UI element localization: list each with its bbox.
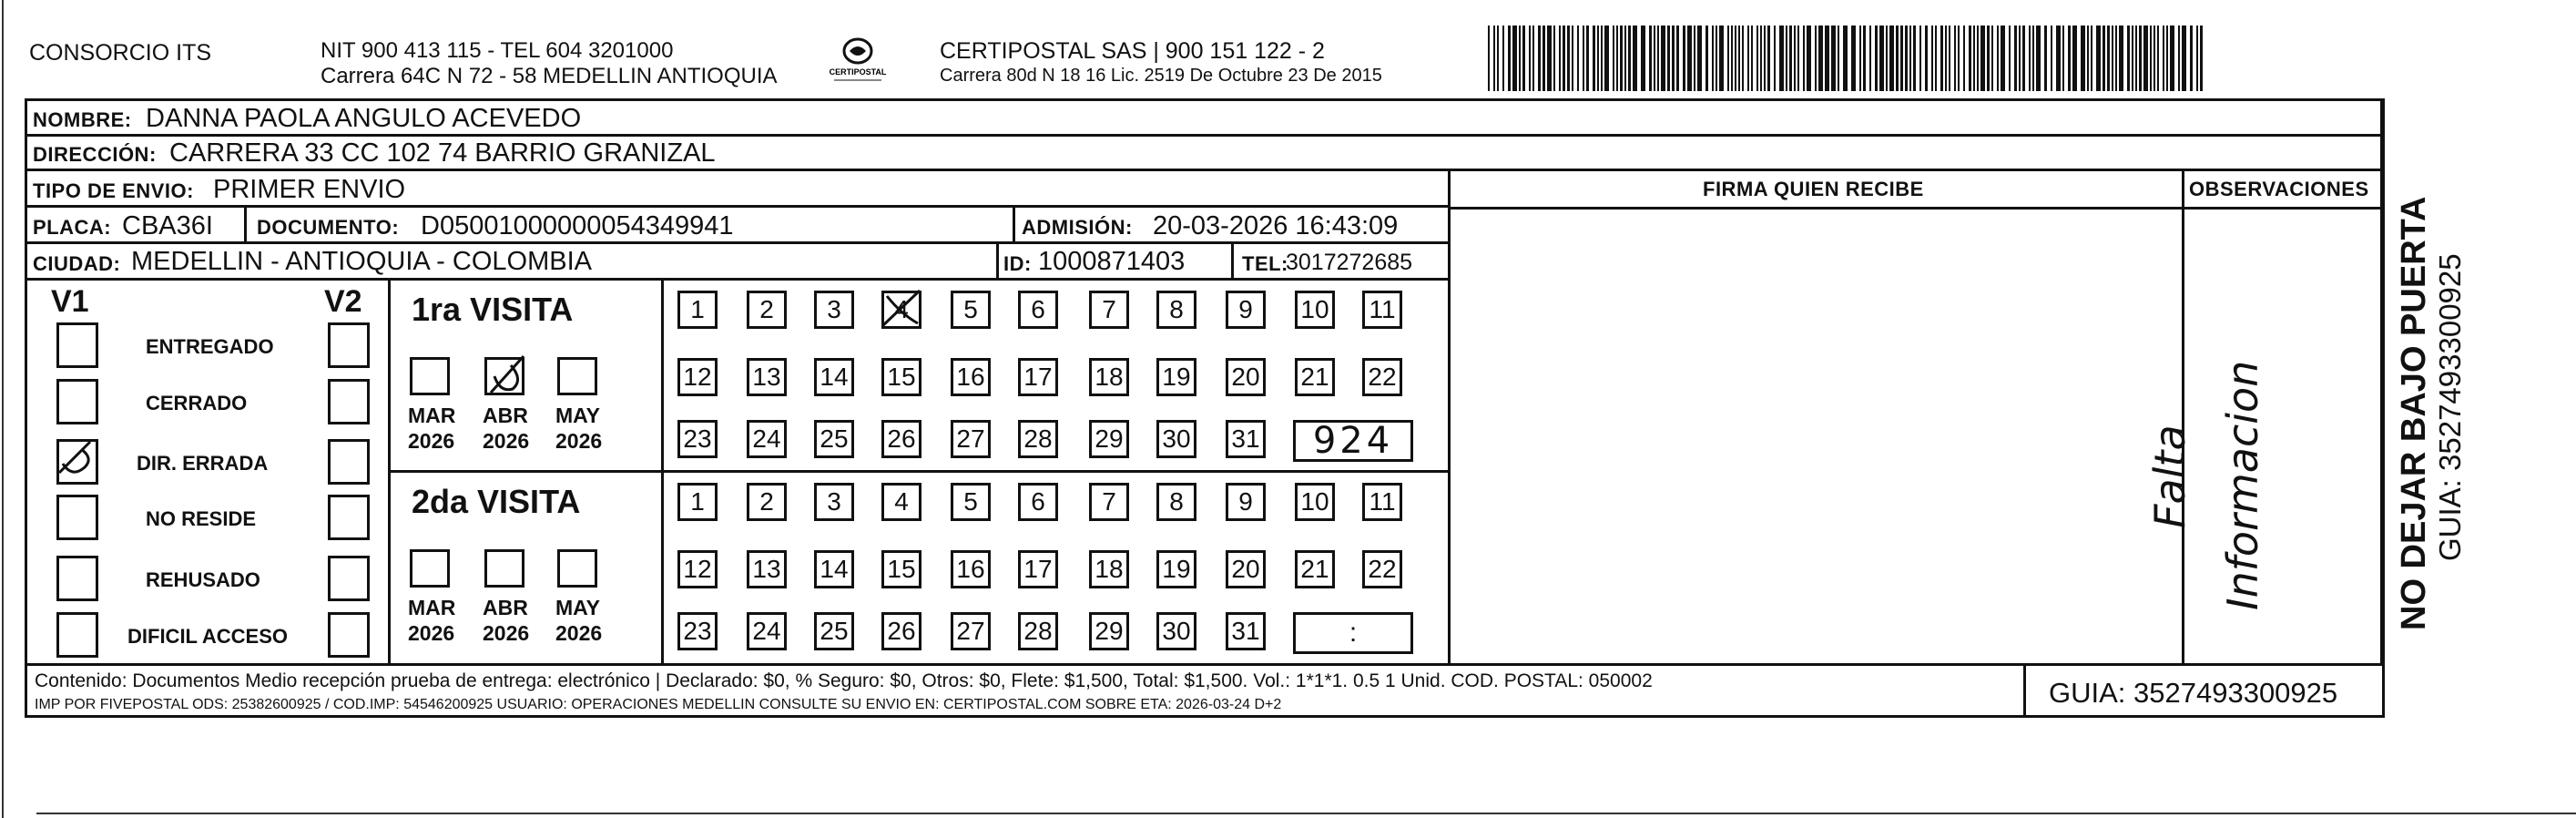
status-option-label: ENTREGADO — [146, 335, 274, 358]
direccion-label: DIRECCIÓN: — [33, 143, 157, 166]
day-box[interactable]: 10 — [1295, 291, 1335, 329]
observaciones-handwriting — [2145, 346, 2322, 638]
nombre-value: DANNA PAOLA ANGULO ACEVEDO — [146, 104, 582, 133]
company-name: CONSORCIO ITS — [29, 40, 212, 66]
day-box[interactable]: 1 — [677, 483, 718, 521]
company-address: Carrera 64C N 72 - 58 MEDELLIN ANTIOQUIA — [321, 64, 778, 88]
year-label: 2026 — [408, 621, 455, 645]
month-label: ABR — [483, 404, 528, 427]
month-checkbox[interactable] — [410, 357, 450, 395]
day-box[interactable]: 19 — [1156, 358, 1196, 396]
day-box[interactable]: 16 — [951, 358, 991, 396]
no-dejar-warning: NO DEJAR BAJO PUERTA — [2395, 196, 2433, 630]
carrier-license: Carrera 80d N 18 16 Lic. 2519 De Octubre 23 De 2015 — [940, 66, 1382, 86]
documento-label: DOCUMENTO: — [257, 216, 400, 239]
day-box[interactable]: 3 — [814, 291, 854, 329]
month-label: ABR — [483, 596, 528, 619]
visit-title: 1ra VISITA — [412, 291, 574, 328]
carrier-name: CERTIPOSTAL SAS | 900 151 122 - 2 — [940, 38, 1325, 64]
day-box[interactable]: 12 — [677, 550, 718, 588]
day-box[interactable]: 11 — [1362, 483, 1402, 521]
observation-line-1: Falta — [2145, 424, 2194, 528]
direccion-value: CARRERA 33 CC 102 74 BARRIO GRANIZAL — [169, 138, 716, 168]
day-box[interactable]: 23 — [677, 420, 718, 458]
placa-label: PLACA: — [33, 216, 112, 239]
day-box[interactable]: 17 — [1018, 358, 1058, 396]
day-box[interactable]: 8 — [1156, 483, 1196, 521]
day-box[interactable]: 28 — [1018, 420, 1058, 458]
year-label: 2026 — [483, 621, 530, 645]
day-box[interactable]: 27 — [951, 420, 991, 458]
day-box[interactable]: 7 — [1089, 291, 1129, 329]
v1-checkbox[interactable] — [56, 439, 98, 485]
check-mark-icon — [484, 353, 529, 398]
status-option-label: DIFICIL ACCESO — [127, 625, 289, 648]
month-checkbox[interactable] — [557, 549, 597, 588]
month-label: MAY — [555, 596, 600, 619]
v1-checkbox[interactable] — [56, 556, 98, 601]
v2-checkbox[interactable] — [328, 379, 370, 424]
day-box[interactable]: 19 — [1156, 550, 1196, 588]
day-box[interactable]: 14 — [814, 358, 854, 396]
month-checkbox[interactable] — [557, 357, 597, 395]
day-box[interactable]: 30 — [1156, 612, 1196, 650]
v2-checkbox[interactable] — [328, 439, 370, 485]
year-label: 2026 — [555, 429, 603, 453]
day-box[interactable]: 22 — [1362, 358, 1402, 396]
day-box[interactable]: 4 — [881, 291, 921, 329]
day-box[interactable]: 24 — [747, 612, 787, 650]
scan-edge-left — [2, 0, 4, 818]
day-box[interactable]: 10 — [1295, 483, 1335, 521]
day-box[interactable]: 20 — [1226, 358, 1266, 396]
day-box[interactable]: 7 — [1089, 483, 1129, 521]
day-check-mark-icon — [880, 287, 925, 335]
status-option-label: CERRADO — [146, 392, 248, 414]
day-box[interactable]: 31 — [1226, 612, 1266, 650]
day-box[interactable]: 11 — [1362, 291, 1402, 329]
v2-checkbox[interactable] — [328, 556, 370, 601]
visit-title: 2da VISITA — [412, 483, 581, 520]
tel-value: 3017272685 — [1286, 250, 1413, 275]
v2-checkbox[interactable] — [328, 612, 370, 658]
day-box[interactable]: 2 — [747, 483, 787, 521]
v1-checkbox[interactable] — [56, 495, 98, 540]
footer-guia: GUIA: 3527493300925 — [2049, 677, 2338, 709]
certipostal-logo-icon — [821, 33, 894, 93]
v1-checkbox[interactable] — [56, 379, 98, 424]
month-label: MAR — [408, 596, 456, 619]
day-box[interactable]: 5 — [951, 291, 991, 329]
id-value: 1000871403 — [1038, 247, 1186, 276]
scan-edge-bottom — [36, 813, 2576, 814]
day-box[interactable]: 26 — [881, 612, 921, 650]
observation-line-2: Informacion — [2218, 360, 2267, 610]
day-box[interactable]: 9 — [1226, 291, 1266, 329]
day-box[interactable]: 13 — [747, 550, 787, 588]
month-checkbox[interactable] — [484, 357, 524, 395]
logo-text: CERTIPOSTAL — [829, 67, 887, 77]
day-box[interactable]: 15 — [881, 358, 921, 396]
day-box[interactable]: 22 — [1362, 550, 1402, 588]
documento-value: D05001000000054349941 — [421, 211, 734, 240]
time-box[interactable]: 924 — [1293, 420, 1413, 462]
day-box[interactable]: 20 — [1226, 550, 1266, 588]
day-box[interactable]: 2 — [747, 291, 787, 329]
tipo-envio-value: PRIMER ENVIO — [213, 175, 406, 204]
tipo-envio-label: TIPO DE ENVIO: — [33, 179, 194, 202]
status-option-label: DIR. ERRADA — [137, 452, 269, 475]
barcode — [1488, 26, 2207, 91]
footer-contenido: Contenido: Documentos Medio recepción prueba de entrega: electrónico | Declarado: $0, % Seguro: $0, Otros: $0, Flete: $1,500, Total: $1,500. Vol.: 1*1*1. 0.5 1 Unid. COD. POSTAL: 050002 — [35, 670, 1653, 691]
status-option-label: REHUSADO — [146, 568, 260, 591]
day-box[interactable]: 29 — [1089, 420, 1129, 458]
admision-value: 20-03-2026 16:43:09 — [1153, 211, 1399, 240]
v1-checkbox[interactable] — [56, 322, 98, 368]
side-guia: GUIA: 3527493300925 — [2433, 253, 2467, 561]
day-box[interactable]: 30 — [1156, 420, 1196, 458]
year-label: 2026 — [483, 429, 530, 453]
v2-label: V2 — [324, 284, 362, 319]
v1-label: V1 — [51, 284, 89, 319]
day-box[interactable]: 21 — [1295, 358, 1335, 396]
day-box[interactable]: 16 — [951, 550, 991, 588]
ciudad-label: CIUDAD: — [33, 252, 121, 275]
v1-checkbox[interactable] — [56, 612, 98, 658]
observaciones-header: OBSERVACIONES — [2189, 178, 2369, 200]
day-box[interactable]: 27 — [951, 612, 991, 650]
firma-header: FIRMA QUIEN RECIBE — [1703, 178, 1924, 200]
footer-imp: IMP POR FIVEPOSTAL ODS: 25382600925 / COD.IMP: 54546200925 USUARIO: OPERACIONES MEDELLIN CONSULTE SU ENVIO EN: CERTIPOSTAL.COM SOBRE ETA: 2026-03-24 D+2 — [35, 697, 1282, 712]
tel-label: TEL: — [1242, 252, 1288, 275]
placa-value: CBA36I — [122, 211, 213, 240]
day-box[interactable]: 1 — [677, 291, 718, 329]
day-box[interactable]: 6 — [1018, 483, 1058, 521]
day-box[interactable]: 18 — [1089, 358, 1129, 396]
day-box[interactable]: 14 — [814, 550, 854, 588]
day-box[interactable]: 28 — [1018, 612, 1058, 650]
day-box[interactable]: 24 — [747, 420, 787, 458]
day-box[interactable]: 5 — [951, 483, 991, 521]
month-checkbox[interactable] — [484, 549, 524, 588]
nombre-label: NOMBRE: — [33, 108, 132, 131]
day-box[interactable]: 17 — [1018, 550, 1058, 588]
day-box[interactable]: 8 — [1156, 291, 1196, 329]
day-box[interactable]: 9 — [1226, 483, 1266, 521]
day-box[interactable]: 21 — [1295, 550, 1335, 588]
day-box[interactable]: 31 — [1226, 420, 1266, 458]
status-option-label: NO RESIDE — [146, 507, 257, 530]
v2-checkbox[interactable] — [328, 322, 370, 368]
year-label: 2026 — [408, 429, 455, 453]
day-box[interactable]: 15 — [881, 550, 921, 588]
day-box[interactable]: 25 — [814, 612, 854, 650]
time-box[interactable]: : — [1293, 612, 1413, 654]
day-box[interactable]: 4 — [881, 483, 921, 521]
day-box[interactable]: 25 — [814, 420, 854, 458]
day-box[interactable]: 18 — [1089, 550, 1129, 588]
day-box[interactable]: 26 — [881, 420, 921, 458]
v2-checkbox[interactable] — [328, 495, 370, 540]
month-label: MAR — [408, 404, 456, 427]
year-label: 2026 — [555, 621, 603, 645]
day-box[interactable]: 3 — [814, 483, 854, 521]
day-box[interactable]: 6 — [1018, 291, 1058, 329]
company-nit: NIT 900 413 115 - TEL 604 3201000 — [321, 38, 674, 63]
month-label: MAY — [555, 404, 600, 427]
day-box[interactable]: 13 — [747, 358, 787, 396]
day-box[interactable]: 23 — [677, 612, 718, 650]
id-label: ID: — [1003, 252, 1032, 275]
ciudad-value: MEDELLIN - ANTIOQUIA - COLOMBIA — [131, 247, 592, 276]
check-mark-icon — [54, 436, 96, 482]
day-box[interactable]: 29 — [1089, 612, 1129, 650]
month-checkbox[interactable] — [410, 549, 450, 588]
day-box[interactable]: 12 — [677, 358, 718, 396]
admision-label: ADMISIÓN: — [1022, 216, 1133, 239]
